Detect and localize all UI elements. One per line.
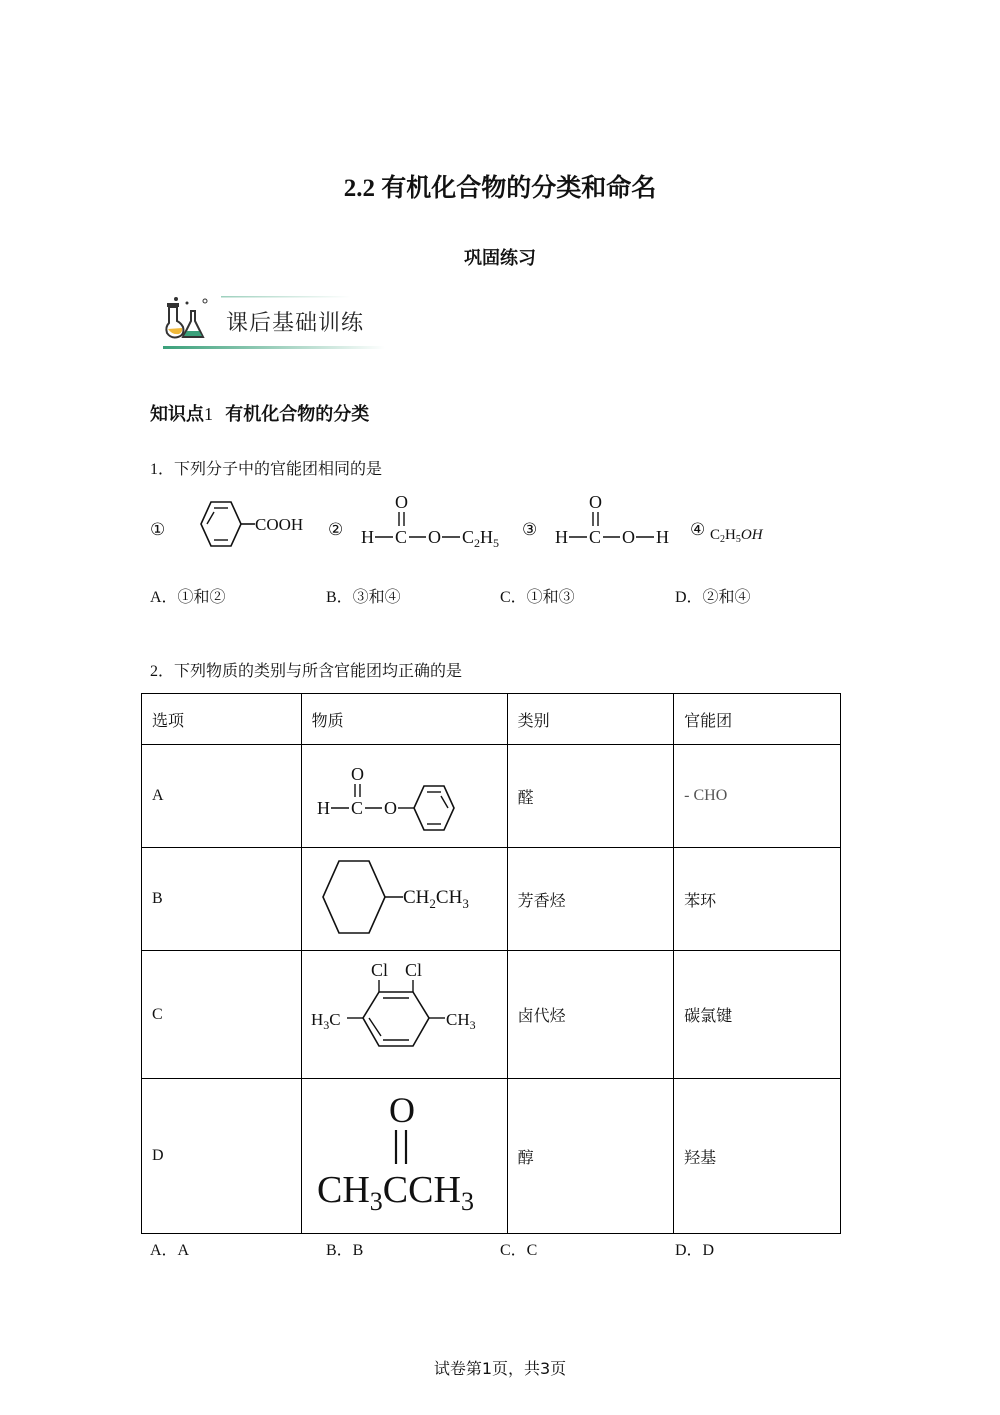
row-group: 苯环 [674, 848, 841, 951]
question-2 [150, 658, 462, 681]
question-stem: 下列物质的类别与所含官能团均正确的是 [174, 661, 463, 680]
row-category: 醇 [507, 1079, 674, 1234]
item-mark-4: ④ [690, 520, 706, 540]
table-row [142, 848, 841, 951]
question-number: 1． [150, 461, 175, 478]
svg-text:Cl: Cl [405, 959, 423, 980]
table-header: 官能团 [674, 694, 841, 745]
row-group: 碳氯键 [674, 951, 841, 1079]
svg-text:C: C [395, 527, 408, 547]
svg-text:CH3CCH3: $CH_3CCH_3$ [316, 1169, 474, 1216]
table-row [142, 951, 841, 1079]
structure-cell [301, 848, 507, 951]
row-option: A [142, 745, 302, 848]
svg-text:H: H [317, 798, 331, 818]
structure-cell [301, 1079, 507, 1234]
structure-cell [301, 951, 507, 1079]
ethanol-formula [708, 522, 788, 546]
row-group: 羟基 [674, 1079, 841, 1234]
svg-text:CH2CH3: $CH_2CH_3$ [403, 887, 469, 911]
svg-text:H3C: $H_3C$ [311, 1009, 341, 1032]
svg-text:C2H5OH: $C_2H_5OH$ [710, 527, 763, 545]
question-1 [150, 456, 382, 479]
row-option: B [142, 848, 302, 951]
answer-table [141, 693, 841, 1234]
benzoic-acid-structure [185, 498, 315, 552]
svg-text:O: O [428, 527, 441, 547]
table-row [142, 745, 841, 848]
question-stem: 下列分子中的官能团相同的是 [174, 459, 383, 478]
q2-option-d[interactable]: D．D [675, 1242, 715, 1259]
table-header: 物质 [301, 694, 507, 745]
formic-acid-structure [552, 488, 682, 554]
svg-text:O: O [384, 798, 398, 818]
svg-text:O: O [622, 527, 635, 547]
svg-text:C: C [589, 527, 602, 547]
svg-text:O: O [589, 492, 602, 512]
row-category: 卤代烃 [507, 951, 674, 1079]
section-number: 1 [204, 404, 213, 424]
svg-text:O: O [351, 764, 365, 784]
svg-text:O: O [388, 1090, 415, 1130]
row-option: C [142, 951, 302, 1079]
page-footer: 试卷第1页，共3页 [433, 1359, 567, 1378]
q1-option-a[interactable]: A．①和② [150, 589, 226, 606]
table-header-row [142, 694, 841, 745]
svg-text:C2H5: $C_2H_5$ [462, 527, 500, 550]
svg-text:C: C [351, 798, 364, 818]
page-title: 2.2 有机化合物的分类和命名 [343, 175, 657, 202]
ethyl-formate-structure [358, 488, 518, 554]
table-header: 选项 [142, 694, 302, 745]
svg-text:CH3: $CH_3$ [446, 1009, 476, 1032]
q1-option-d[interactable]: D．②和④ [675, 589, 751, 606]
row-category: 芳香烃 [507, 848, 674, 951]
svg-text:H: H [555, 527, 568, 547]
q2-option-a[interactable]: A．A [150, 1242, 190, 1259]
question-number: 2． [150, 663, 175, 680]
section-heading [150, 400, 369, 426]
row-option: D [142, 1079, 302, 1234]
q1-option-b[interactable]: B．③和④ [326, 589, 401, 606]
svg-text:H: H [361, 527, 374, 547]
section-label: 知识点 [150, 404, 204, 425]
table-header: 类别 [507, 694, 674, 745]
q2-option-c[interactable]: C．C [500, 1242, 538, 1259]
q2-option-b[interactable]: B．B [326, 1242, 364, 1259]
banner-label: 课后基础训练 [226, 311, 365, 336]
svg-text:Cl: Cl [371, 959, 389, 980]
ethylcyclohexane-structure [309, 855, 499, 939]
item-mark-2: ② [328, 520, 344, 540]
structure-cell [301, 745, 507, 848]
row-category: 醛 [507, 745, 674, 848]
item-mark-1: ① [150, 520, 166, 540]
dichloro-xylene-structure [309, 954, 499, 1072]
section-name: 有机化合物的分类 [225, 404, 370, 425]
page-subtitle: 巩固练习 [464, 248, 536, 269]
q1-option-c[interactable]: C．①和③ [500, 589, 575, 606]
svg-text:O: O [395, 492, 408, 512]
phenyl-formate-structure [314, 754, 494, 834]
acetone-structure [307, 1084, 502, 1224]
svg-text:H: H [656, 527, 669, 547]
item-mark-3: ③ [522, 520, 538, 540]
table-row [142, 1079, 841, 1234]
row-group: - CHO [674, 745, 841, 848]
cooh-label: COOH [255, 515, 304, 534]
flask-icon [166, 297, 207, 338]
